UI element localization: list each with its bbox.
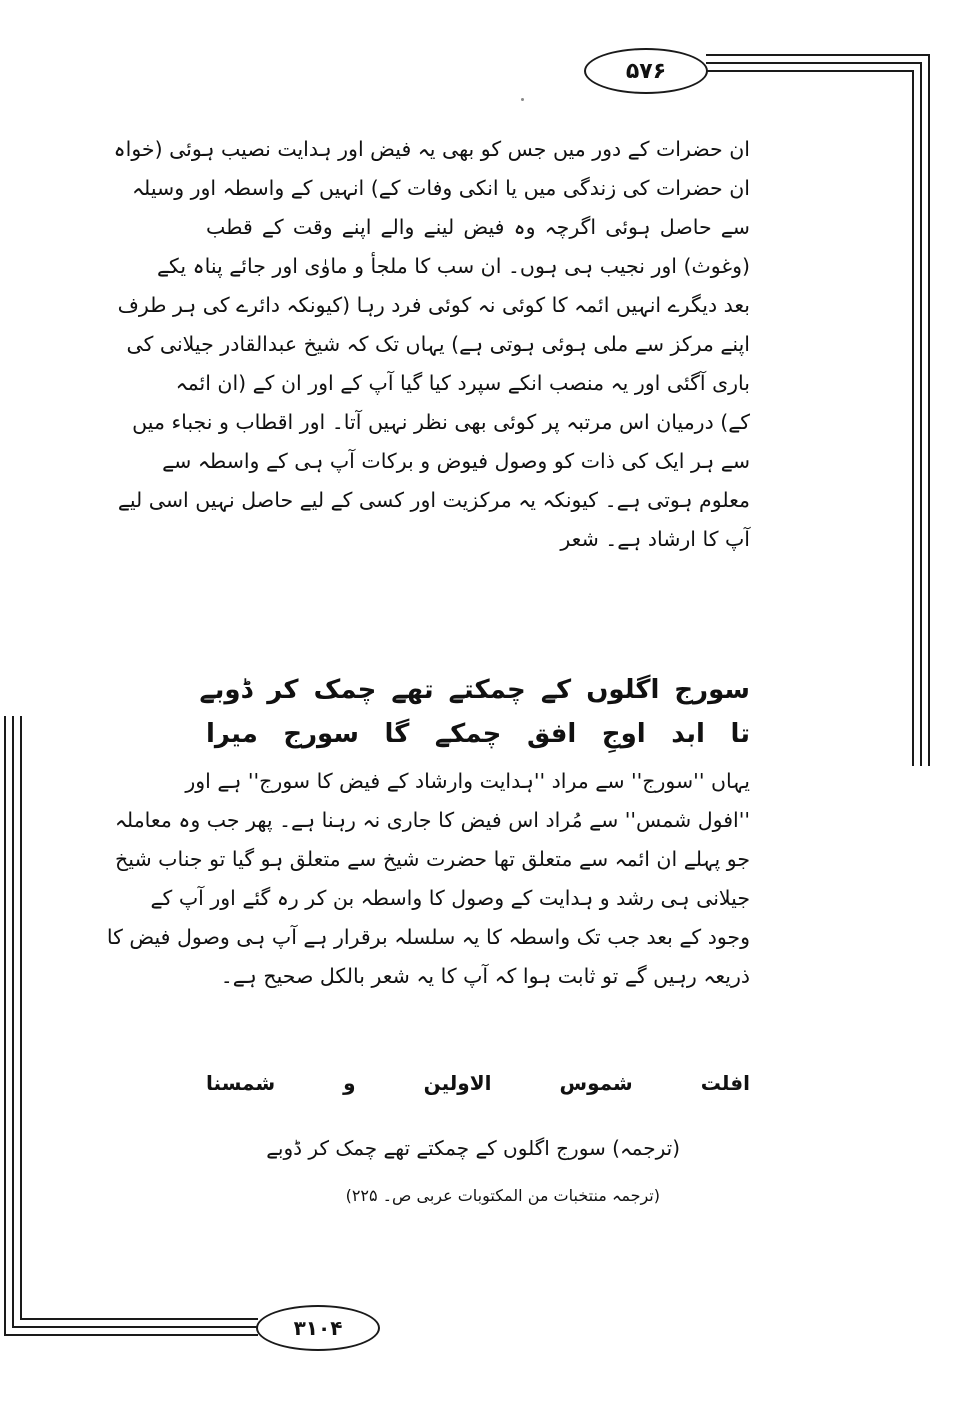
- text-line: سے ہر ایک کی ذات کو وصول فیوض و برکات آپ ہی کے واسطہ سے: [162, 449, 750, 473]
- verse-word: و: [343, 1071, 356, 1095]
- text-line: (وغوث) اور نجیب ہی ہوں۔ ان سب کا ملجأ و ماوٰی اور جائے پناہ یکے: [157, 254, 750, 278]
- frame-right-line-3: [912, 70, 914, 766]
- text-line: وجود کے بعد جب تک واسطہ کا یہ سلسلہ برقرار ہے آپ ہی وصول فیض کا: [106, 925, 750, 949]
- text-line: ''افول شمس'' سے مُراد اس فیض کا جاری نہ رہنا ہے۔ پھر جب وہ معاملہ: [114, 808, 750, 832]
- paragraph-1: [113, 130, 750, 559]
- paragraph-2: [106, 762, 750, 996]
- text-line: جیلانی ہی رشد و ہدایت کے وصول کا واسطہ بن کر رہ گئے اور آپ کے: [150, 886, 750, 910]
- text-line: سے حاصل ہوئی اگرچہ وہ فیض لینے والے اپنے وقت کے قطب: [206, 215, 750, 239]
- verse-word: افلت: [700, 1071, 750, 1095]
- frame-bottom-line-3: [20, 1318, 258, 1320]
- text-line: معلوم ہوتی ہے۔ کیونکہ یہ مرکزیت اور کسی کے لیے حاصل نہیں اسی لیے: [117, 488, 750, 512]
- text-line: بعد دیگرے انہیں ائمہ کا کوئی نہ کوئی فرد رہا (کیونکہ دائرے کی ہر طرف: [117, 293, 750, 317]
- frame-right-line-1: [928, 54, 930, 766]
- text-line: جو پہلے ان ائمہ سے متعلق تھا حضرت شیخ سے متعلق ہو گیا تو جناب شیخ: [115, 847, 750, 871]
- couplet-line: سورج اگلوں کے چمکتے تھے چمک کر ڈوبے: [199, 675, 750, 705]
- page-number-top: ۵۷۶: [584, 48, 708, 94]
- frame-bottom-line-1: [4, 1334, 258, 1336]
- text-line: اپنے مرکز سے ملی ہوئی ہوتی ہے) یہاں تک کہ شیخ عبدالقادر جیلانی کی: [126, 332, 750, 356]
- translation-reference: (ترجمہ منتخبات من المکتوبات عربی ص۔ ۲۲۵): [345, 1186, 660, 1205]
- frame-top-line-1: [706, 54, 930, 56]
- text-line: باری آگئی اور یہ منصب انکے سپرد کیا گیا آپ کے اور ان کے (ان ائمہ: [175, 371, 750, 395]
- verse-word: شمسنا: [206, 1071, 276, 1095]
- text-line: کے) درمیان اس مرتبہ پر کوئی بھی نظر نہیں آتا۔ اور اقطاب و نجباء میں: [132, 410, 750, 434]
- page-number-bottom: ۳۱۰۴: [256, 1305, 380, 1351]
- frame-left-line-2: [12, 716, 14, 1328]
- frame-left-line-1: [4, 716, 6, 1336]
- text-line: یہاں ''سورج'' سے مراد ''ہدایت وارشاد کے فیض کا سورج'' ہے اور: [185, 769, 750, 793]
- frame-right-line-2: [920, 62, 922, 766]
- text-line: ذریعہ رہیں گے تو ثابت ہوا کہ آپ کا یہ شعر بالکل صحیح ہے۔: [220, 964, 750, 988]
- frame-left-line-3: [20, 716, 22, 1320]
- scan-speck: [521, 98, 524, 101]
- verse-word: شموس: [559, 1071, 633, 1095]
- couplet-line: تا ابد اوجِ افق چمکے گا سورج میرا: [206, 719, 750, 749]
- frame-top-line-2: [706, 62, 922, 64]
- couplet-2: [206, 1063, 750, 1103]
- couplet-1: [199, 668, 750, 756]
- text-line: آپ کا ارشاد ہے۔ شعر: [560, 527, 750, 551]
- frame-bottom-line-2: [12, 1326, 258, 1328]
- translation-line: (ترجمہ) سورج اگلوں کے چمکتے تھے چمک کر ڈوبے: [266, 1136, 680, 1160]
- text-line: ان حضرات کے دور میں جس کو بھی یہ فیض اور ہدایت نصیب ہوئی (خواہ: [113, 137, 750, 161]
- frame-top-line-3: [706, 70, 914, 72]
- text-line: ان حضرات کی زندگی میں یا انکی وفات کے) انہیں کے واسطہ اور وسیلہ: [132, 176, 750, 200]
- verse-word: الاولین: [423, 1071, 492, 1095]
